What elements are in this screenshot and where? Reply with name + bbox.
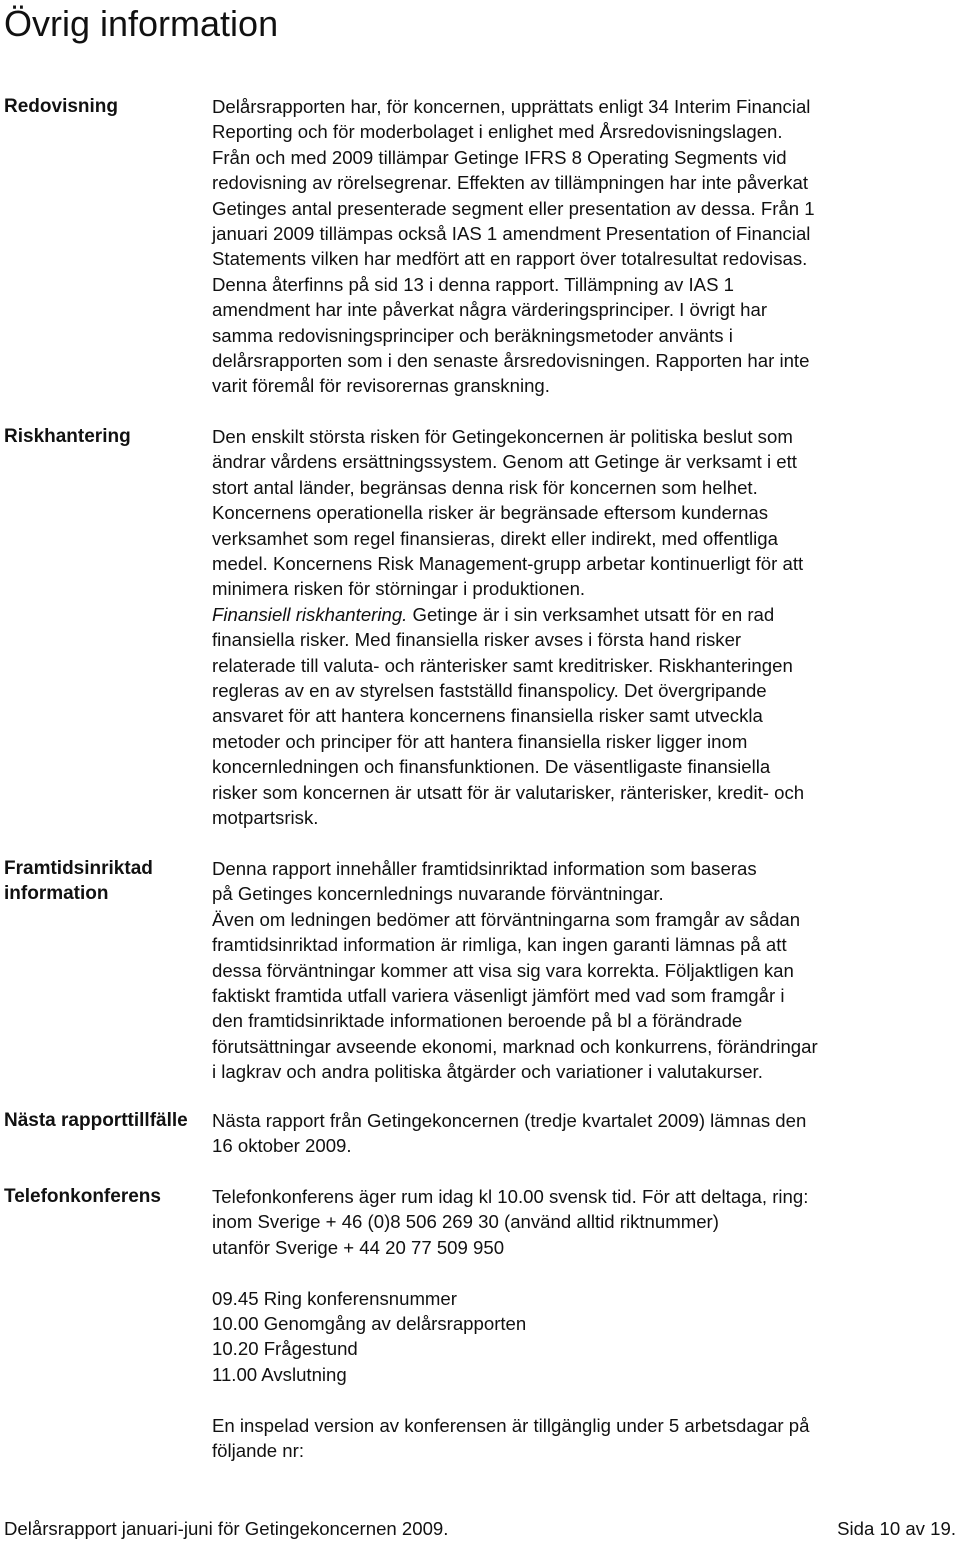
risk-finansiell-text: Getinge är i sin verksamhet utsatt för en rad bbox=[407, 603, 775, 625]
section-body-telefon bbox=[212, 1184, 957, 1463]
text-line: Denna återfinns på sid 13 i denna rapport. Tillämpning av IAS 1 bbox=[212, 273, 734, 295]
section-body-riskhantering bbox=[212, 424, 957, 831]
page-title: Övrig information bbox=[4, 3, 279, 44]
text-line: finansiella risker. Med finansiella risker avses i första hand risker bbox=[212, 629, 742, 651]
text-line: faktiskt framtida utfall variera väsenligt jämfört med vad som framgår i bbox=[212, 985, 785, 1007]
text-line: Även om ledningen bedömer att förväntningarna som framgår av sådan bbox=[212, 908, 801, 930]
text-line: 16 oktober 2009. bbox=[212, 1135, 352, 1157]
spacer bbox=[212, 1260, 957, 1285]
footer-report-title: Delårsrapport januari-juni för Getingekoncernen 2009. bbox=[4, 1518, 449, 1539]
risk-finansiell-heading: Finansiell riskhantering. bbox=[212, 603, 408, 625]
text-line: inom Sverige + 46 (0)8 506 269 30 (använd alltid riktnummer) bbox=[212, 1211, 719, 1233]
text-line: Statements vilken har medfört att en rapport över totalresultat redovisas. bbox=[212, 248, 808, 270]
text-line: metoder och principer för att hantera finansiella risker ligger inom bbox=[212, 730, 748, 752]
text-line: koncernledningen och finansfunktionen. De väsentligaste finansiella bbox=[212, 756, 771, 778]
telefon-recording bbox=[212, 1413, 957, 1464]
text-line: 09.45 Ring konferensnummer bbox=[212, 1287, 457, 1309]
text-line: Delårsrapporten har, för koncernen, upprättats enligt 34 Interim Financial bbox=[212, 96, 811, 117]
page-footer bbox=[4, 1518, 956, 1540]
text-line: följande nr: bbox=[212, 1440, 304, 1462]
telefon-dial-info bbox=[212, 1184, 957, 1260]
text-line: på Getinges koncernlednings nuvarande förväntningar. bbox=[212, 883, 664, 905]
text-line: En inspelad version av konferensen är tillgänglig under 5 arbetsdagar på bbox=[212, 1414, 810, 1436]
text-line: Koncernens operationella risker är begränsade eftersom kundernas bbox=[212, 502, 769, 524]
risk-paragraph-1 bbox=[212, 424, 957, 602]
text-line: Getinges antal presenterade segment eller presentation av dessa. Från 1 bbox=[212, 197, 815, 219]
text-line: utanför Sverige + 44 20 77 509 950 bbox=[212, 1236, 505, 1258]
text-line: i lagkrav och andra politiska åtgärder och variationer i valutakurser. bbox=[212, 1061, 763, 1083]
section-label-framtid-line2: information bbox=[4, 883, 109, 905]
section-label-framtid bbox=[4, 856, 204, 907]
footer-page-number: Sida 10 av 19. bbox=[837, 1518, 956, 1539]
text-line: Denna rapport innehåller framtidsinriktad information som baseras bbox=[212, 858, 757, 879]
text-line: amendment har inte påverkat några värderingsprinciper. I övrigt har bbox=[212, 299, 768, 321]
telefon-agenda bbox=[212, 1286, 957, 1388]
section-label-framtid-line1: Framtidsinriktad bbox=[4, 858, 153, 879]
section-label-riskhantering: Riskhantering bbox=[4, 426, 131, 447]
text-line: medel. Koncernens Risk Management-grupp arbetar kontinuerligt för att bbox=[212, 553, 804, 575]
text-line: stort antal länder, begränsas denna risk för koncernen som helhet. bbox=[212, 476, 758, 498]
text-line: januari 2009 tillämpas också IAS 1 amendment Presentation of Financial bbox=[212, 223, 811, 245]
text-line: ändrar vårdens ersättningssystem. Genom att Getinge är verksamt i ett bbox=[212, 451, 797, 473]
text-line: regleras av en av styrelsen fastställd finanspolicy. Det övergripande bbox=[212, 680, 767, 702]
text-line: 11.00 Avslutning bbox=[212, 1363, 347, 1385]
text-line: förutsättningar avseende ekonomi, marknad och konkurrens, förändringar bbox=[212, 1035, 818, 1057]
text-line: ansvaret för att hantera koncernens finansiella risker samt utveckla bbox=[212, 705, 763, 727]
section-label-redovisning: Redovisning bbox=[4, 96, 119, 117]
text-line: 10.20 Frågestund bbox=[212, 1338, 358, 1360]
text-line: delårsrapporten som i den senaste årsredovisningen. Rapporten har inte bbox=[212, 350, 810, 372]
section-label-telefon: Telefonkonferens bbox=[4, 1186, 161, 1207]
text-line: 10.00 Genomgång av delårsrapporten bbox=[212, 1313, 527, 1335]
text-line: dessa förväntningar kommer att visa sig vara korrekta. Följaktligen kan bbox=[212, 959, 794, 981]
text-line: Telefonkonferens äger rum idag kl 10.00 svensk tid. För att deltaga, ring: bbox=[212, 1186, 809, 1207]
text-line: den framtidsinriktade informationen beroende på bl a förändrade bbox=[212, 1010, 743, 1032]
text-line: Från och med 2009 tillämpar Getinge IFRS 8 Operating Segments vid bbox=[212, 146, 787, 168]
text-line: minimera risken för störningar i produktionen. bbox=[212, 578, 586, 600]
text-line: verksamhet som regel finansieras, direkt eller indirekt, med offentliga bbox=[212, 527, 778, 549]
text-line: relaterade till valuta- och ränterisker samt kreditrisker. Riskhanteringen bbox=[212, 654, 793, 676]
spacer bbox=[212, 1387, 957, 1412]
text-line: redovisning av rörelsegrenar. Effekten av tillämpningen har inte påverkat bbox=[212, 172, 809, 194]
text-line: Den enskilt största risken för Getingekoncernen är politiska beslut som bbox=[212, 426, 793, 447]
risk-paragraph-2 bbox=[212, 627, 957, 830]
text-line: Nästa rapport från Getingekoncernen (tredje kvartalet 2009) lämnas den bbox=[212, 1110, 807, 1131]
section-body-framtid bbox=[212, 856, 957, 1085]
section-body-nasta bbox=[212, 1108, 957, 1159]
text-line: framtidsinriktad information är rimliga, kan ingen garanti lämnas på att bbox=[212, 934, 787, 956]
text-line: Reporting och för moderbolaget i enlighet med Årsredovisningslagen. bbox=[212, 121, 783, 143]
text-line: risker som koncernen är utsatt för är valutarisker, ränterisker, kredit- och bbox=[212, 781, 805, 803]
section-body-redovisning bbox=[212, 94, 957, 399]
section-label-nasta: Nästa rapporttillfälle bbox=[4, 1110, 188, 1131]
risk-finansiell-line bbox=[212, 602, 957, 627]
text-line: samma redovisningsprinciper och beräkningsmetoder använts i bbox=[212, 324, 733, 346]
text-line: motpartsrisk. bbox=[212, 807, 319, 829]
text-line: varit föremål för revisorernas granskning. bbox=[212, 375, 550, 397]
